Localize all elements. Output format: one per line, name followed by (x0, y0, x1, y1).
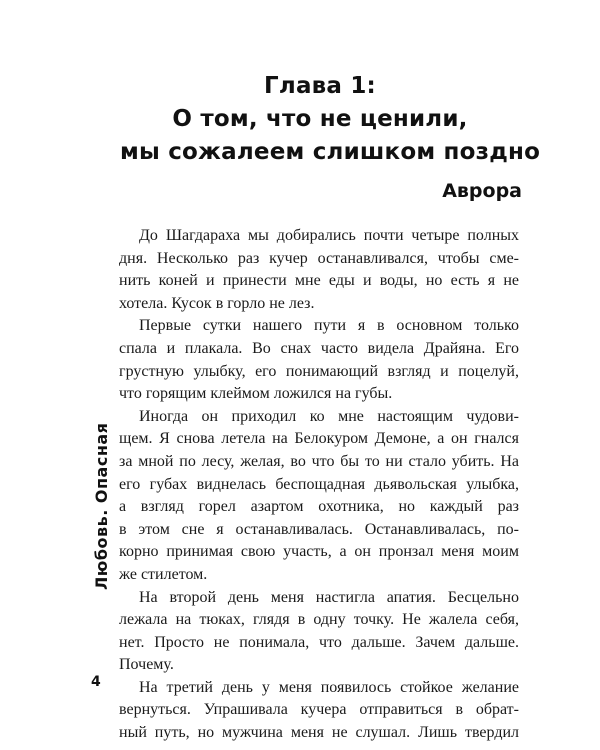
running-title: Любовь. Опасная (92, 422, 111, 590)
text-line-2: дня. Несколько раз кучер останавливался, чтобы сме- (119, 249, 519, 267)
chapter-title (120, 70, 541, 169)
text-line-8: что горящим клеймом ложился на губы. (119, 385, 393, 403)
page-number: 4 (91, 674, 101, 690)
text-line-7: грустную улыбку, его понимающий взгляд и поцелуй, (119, 362, 519, 380)
text-line-1: До Шагдараха мы добирались почти четыре полных (139, 227, 519, 244)
text-line-18: лежала на тюках, глядя в одну точку. Не жалела себя, (119, 611, 519, 629)
narrator-name: Аврора (442, 180, 522, 202)
text-line-9: Иногда он приходил ко мне настоящим чудови- (139, 407, 519, 425)
text-line-19: нет. Просто не понимала, что дальше. Зачем дальше. (119, 633, 519, 651)
text-line-5: Первые сутки нашего пути я в основном только (139, 317, 519, 335)
text-line-17: На второй день меня настигла апатия. Бесцельно (139, 588, 519, 606)
text-line-16: же стилетом. (119, 565, 208, 583)
text-line-15: корно принимая свою участь, а он пронзал меня моим (119, 543, 519, 561)
text-line-11: за мной по лесу, желая, во что бы то ни стало убить. На (119, 452, 519, 470)
text-line-13: а взгляд горел азартом охотника, но каждый раз (119, 498, 519, 516)
text-line-3: нить коней и принести мне еды и воды, но есть я не (119, 272, 519, 290)
text-line-14: в этом сне я останавливалась. Останавливалась, по- (119, 520, 519, 538)
text-line-21: На третий день у меня появилось стойкое желание (139, 678, 519, 696)
chapter-title-line-1: Глава 1: (264, 73, 376, 99)
chapter-title-line-3: мы сожалеем слишком поздно (120, 139, 541, 165)
body-text (119, 225, 519, 745)
text-line-22: вернуться. Упрашивала кучера отправиться в обрат- (119, 701, 519, 719)
text-line-23: ный путь, но мужчина меня не слушал. Лишь твердил (119, 724, 519, 742)
chapter-title-line-2: О том, что не ценили, (172, 106, 468, 132)
text-line-4: хотела. Кусок в горло не лез. (119, 294, 315, 312)
text-line-20: Почему. (119, 656, 174, 674)
text-line-10: щем. Я снова летела на Белокуром Демоне, а он гнался (119, 430, 519, 448)
text-line-6: спала и плакала. Во снах часто видела Драйяна. Его (119, 339, 519, 357)
text-line-12: его губах виднелась беспощадная дьявольская улыбка, (119, 475, 519, 493)
